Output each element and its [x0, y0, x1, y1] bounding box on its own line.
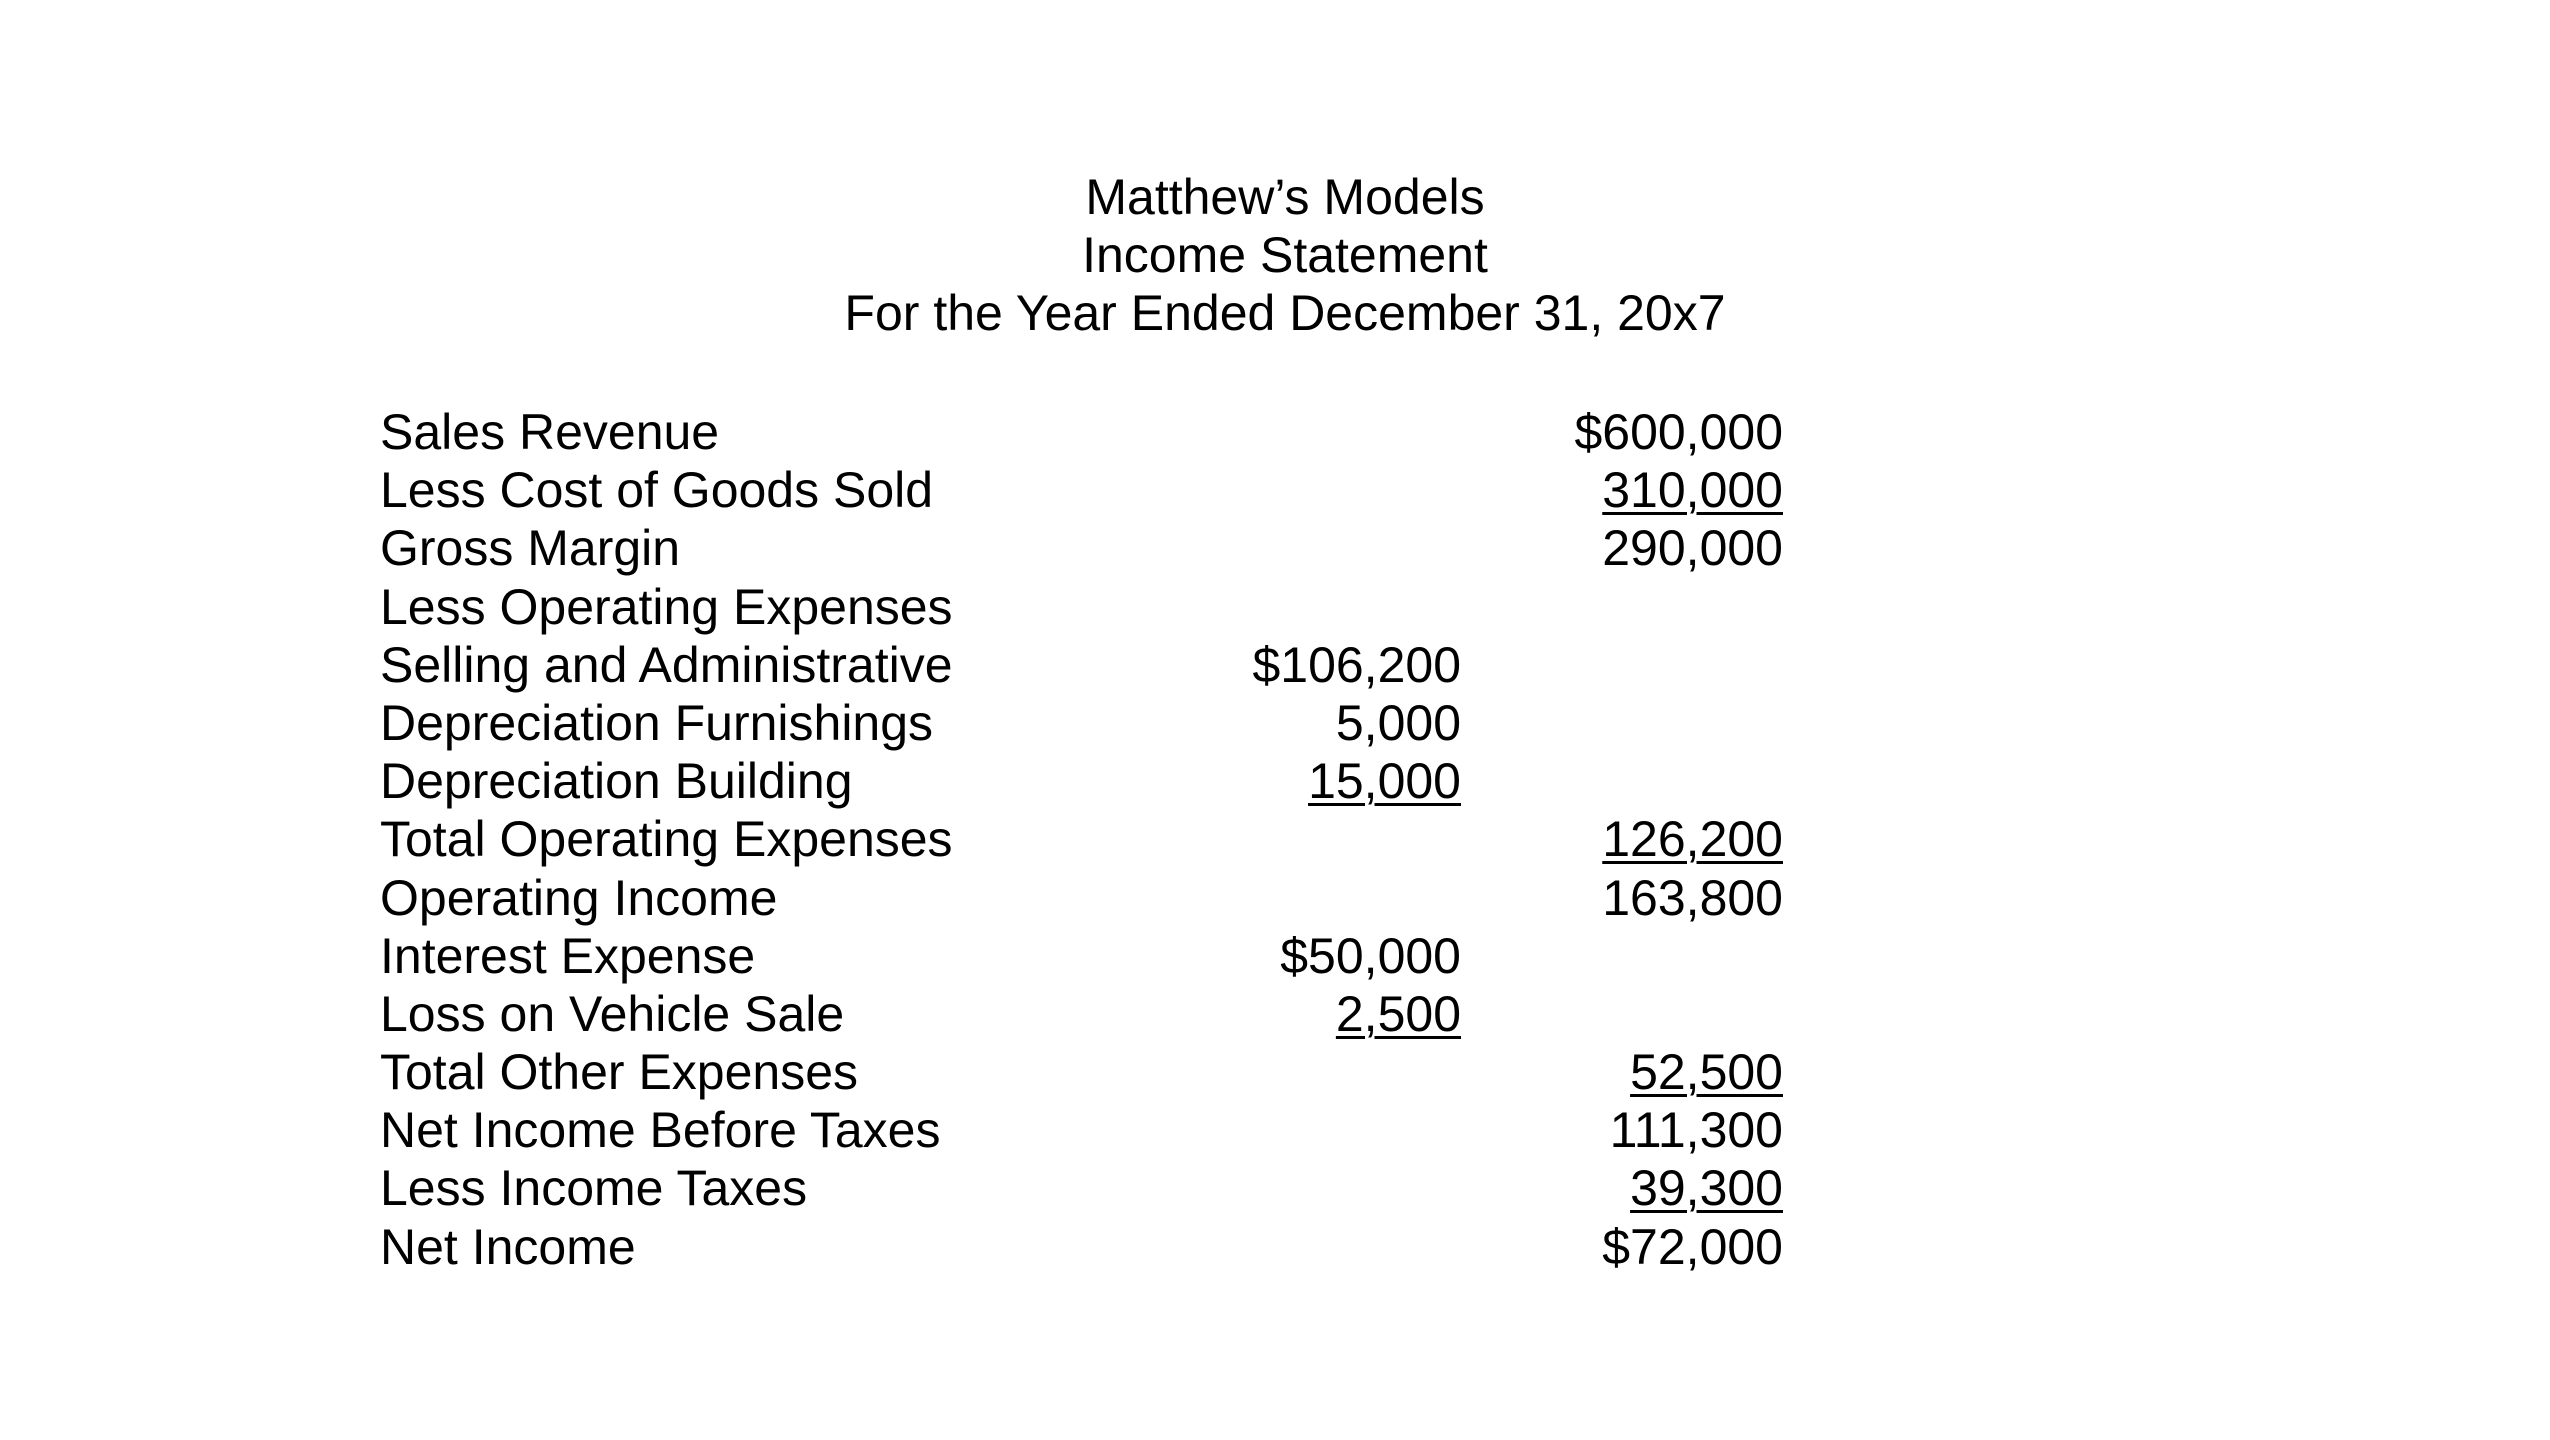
detail-amount-cell [380, 752, 1461, 810]
company-name: Matthew’s Models [1085, 169, 1485, 225]
row-label: Depreciation Building [380, 753, 853, 810]
row-label: Loss on Vehicle Sale [380, 985, 845, 1042]
row-label: Interest Expense [380, 927, 756, 984]
total-amount-cell [380, 1218, 1783, 1276]
detail-amount: $106,200 [1252, 636, 1461, 693]
total-amount-cell [380, 1043, 1783, 1101]
detail-amount-cell [380, 985, 1461, 1043]
statement-row [380, 1218, 1783, 1276]
statement-row [380, 1159, 1783, 1217]
total-amount-cell [380, 519, 1783, 577]
statement-row [380, 578, 1780, 636]
statement-row [380, 694, 1780, 752]
row-label: Net Income [380, 1218, 636, 1275]
total-amount: 126,200 [1602, 811, 1783, 868]
statement-row [380, 403, 1783, 461]
row-label: Net Income Before Taxes [380, 1102, 941, 1159]
row-label: Less Income Taxes [380, 1160, 808, 1217]
statement-row [380, 927, 1780, 985]
statement-row [380, 810, 1783, 868]
row-label: Depreciation Furnishings [380, 694, 934, 751]
statement-row [380, 1101, 1783, 1159]
detail-amount: 5,000 [1335, 694, 1461, 751]
row-label: Operating Income [380, 869, 778, 926]
detail-amount: 2,500 [1335, 985, 1461, 1042]
row-label: Total Operating Expenses [380, 811, 953, 868]
total-amount-cell [380, 1159, 1783, 1217]
statement-period: For the Year Ended December 31, 20x7 [844, 285, 1726, 341]
total-amount: 290,000 [1602, 520, 1783, 577]
income-statement-table [380, 403, 1783, 1276]
total-amount: 163,800 [1602, 869, 1783, 926]
detail-amount-cell [380, 694, 1461, 752]
statement-row [380, 985, 1780, 1043]
total-amount: 39,300 [1630, 1160, 1783, 1217]
total-amount-cell [380, 461, 1783, 519]
row-label: Gross Margin [380, 520, 681, 577]
total-amount: $72,000 [1602, 1218, 1783, 1275]
total-amount-cell [380, 869, 1783, 927]
statement-row [380, 869, 1783, 927]
statement-row [380, 461, 1783, 519]
row-label: Total Other Expenses [380, 1044, 859, 1101]
row-label: Selling and Administrative [380, 636, 953, 693]
row-label: Less Operating Expenses [380, 578, 953, 635]
statement-row [380, 519, 1783, 577]
statement-row [380, 636, 1780, 694]
total-amount-cell [380, 810, 1783, 868]
statement-title: Income Statement [1082, 227, 1488, 283]
statement-header [0, 168, 2550, 342]
total-amount-cell [380, 403, 1783, 461]
row-label: Sales Revenue [380, 404, 720, 460]
total-amount: 52,500 [1630, 1044, 1783, 1101]
row-label: Less Cost of Goods Sold [380, 462, 934, 519]
total-amount-cell [380, 1101, 1783, 1159]
total-amount: $600,000 [1574, 404, 1783, 460]
statement-row [380, 1043, 1783, 1101]
detail-amount: 15,000 [1308, 753, 1461, 810]
detail-amount-cell [380, 927, 1461, 985]
detail-amount-cell [380, 636, 1461, 694]
detail-amount: $50,000 [1280, 927, 1461, 984]
statement-row [380, 752, 1780, 810]
total-amount: 310,000 [1602, 462, 1783, 519]
total-amount: 111,300 [1609, 1102, 1783, 1159]
